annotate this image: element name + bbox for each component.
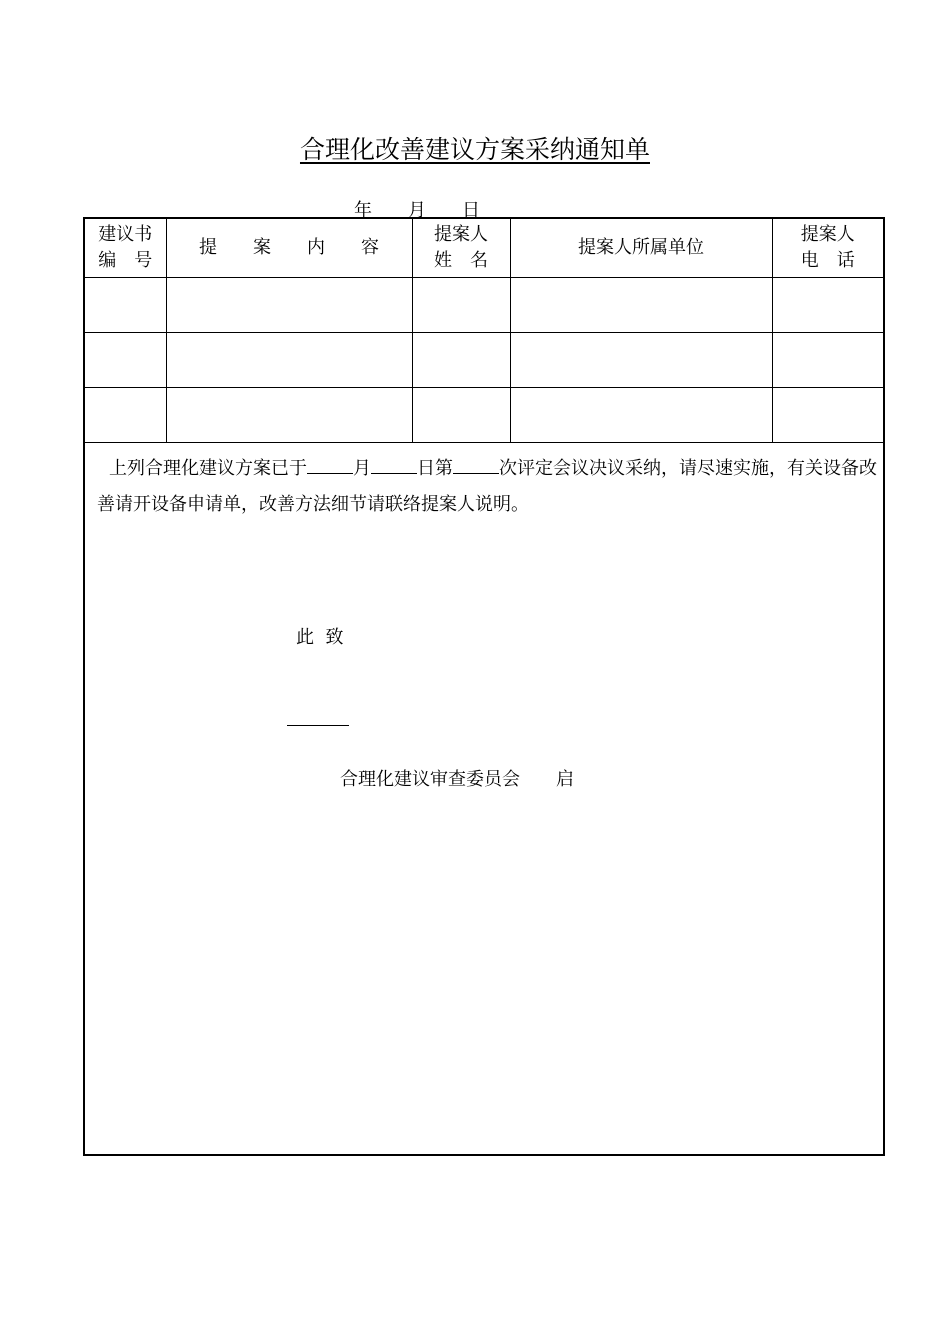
notice-paragraph [97,451,877,523]
proposal-table [85,219,883,443]
header-proposer-phone [772,219,883,278]
closing-salutation: 此 致 [296,627,344,648]
table-header-row [85,219,883,278]
recipient-line[interactable] [287,725,349,726]
table-cell[interactable] [85,278,166,333]
header-proposer-unit [510,219,772,278]
header-line: 电 话 [800,250,855,271]
table-cell[interactable] [772,278,883,333]
table-cell[interactable] [412,278,510,333]
date-line: 年 月 日 [354,200,480,221]
notice-text: 上列合理化建议方案已于 [109,458,307,479]
header-line: 姓 名 [434,250,488,271]
table-row [85,388,883,443]
header-line: 提 案 内 容 [199,237,379,258]
notice-text: 日第 [417,458,453,479]
header-proposal-number [85,219,166,278]
table-cell[interactable] [510,278,772,333]
header-line: 提案人 [434,224,488,245]
meeting-number-blank[interactable] [453,455,499,474]
day-blank[interactable] [371,455,417,474]
table-cell[interactable] [412,333,510,388]
table-cell[interactable] [772,388,883,443]
header-line: 提案人 [800,224,855,245]
table-cell[interactable] [412,388,510,443]
table-cell[interactable] [85,333,166,388]
table-cell[interactable] [166,278,412,333]
notice-text: 月 [353,458,371,479]
table-cell[interactable] [772,333,883,388]
notice-text: 次评定会议决议采纳，请尽速实施，有关设备改善请开设备申请单，改善方法细节请联络提案人说明。 [97,458,877,515]
table-cell[interactable] [166,333,412,388]
committee-signature: 合理化建议审查委员会 启 [340,769,574,790]
document-title: 合理化改善建议方案采纳通知单 [299,135,650,164]
table-row [85,333,883,388]
header-line: 提案人所属单位 [578,237,704,258]
table-row [85,278,883,333]
month-blank[interactable] [307,455,353,474]
form-frame [83,217,885,1156]
header-proposer-name [412,219,510,278]
table-cell[interactable] [166,388,412,443]
header-line: 建议书 [98,224,153,245]
table-cell[interactable] [510,333,772,388]
header-proposal-content [166,219,412,278]
header-line: 编 号 [98,250,153,271]
table-cell[interactable] [510,388,772,443]
table-cell[interactable] [85,388,166,443]
